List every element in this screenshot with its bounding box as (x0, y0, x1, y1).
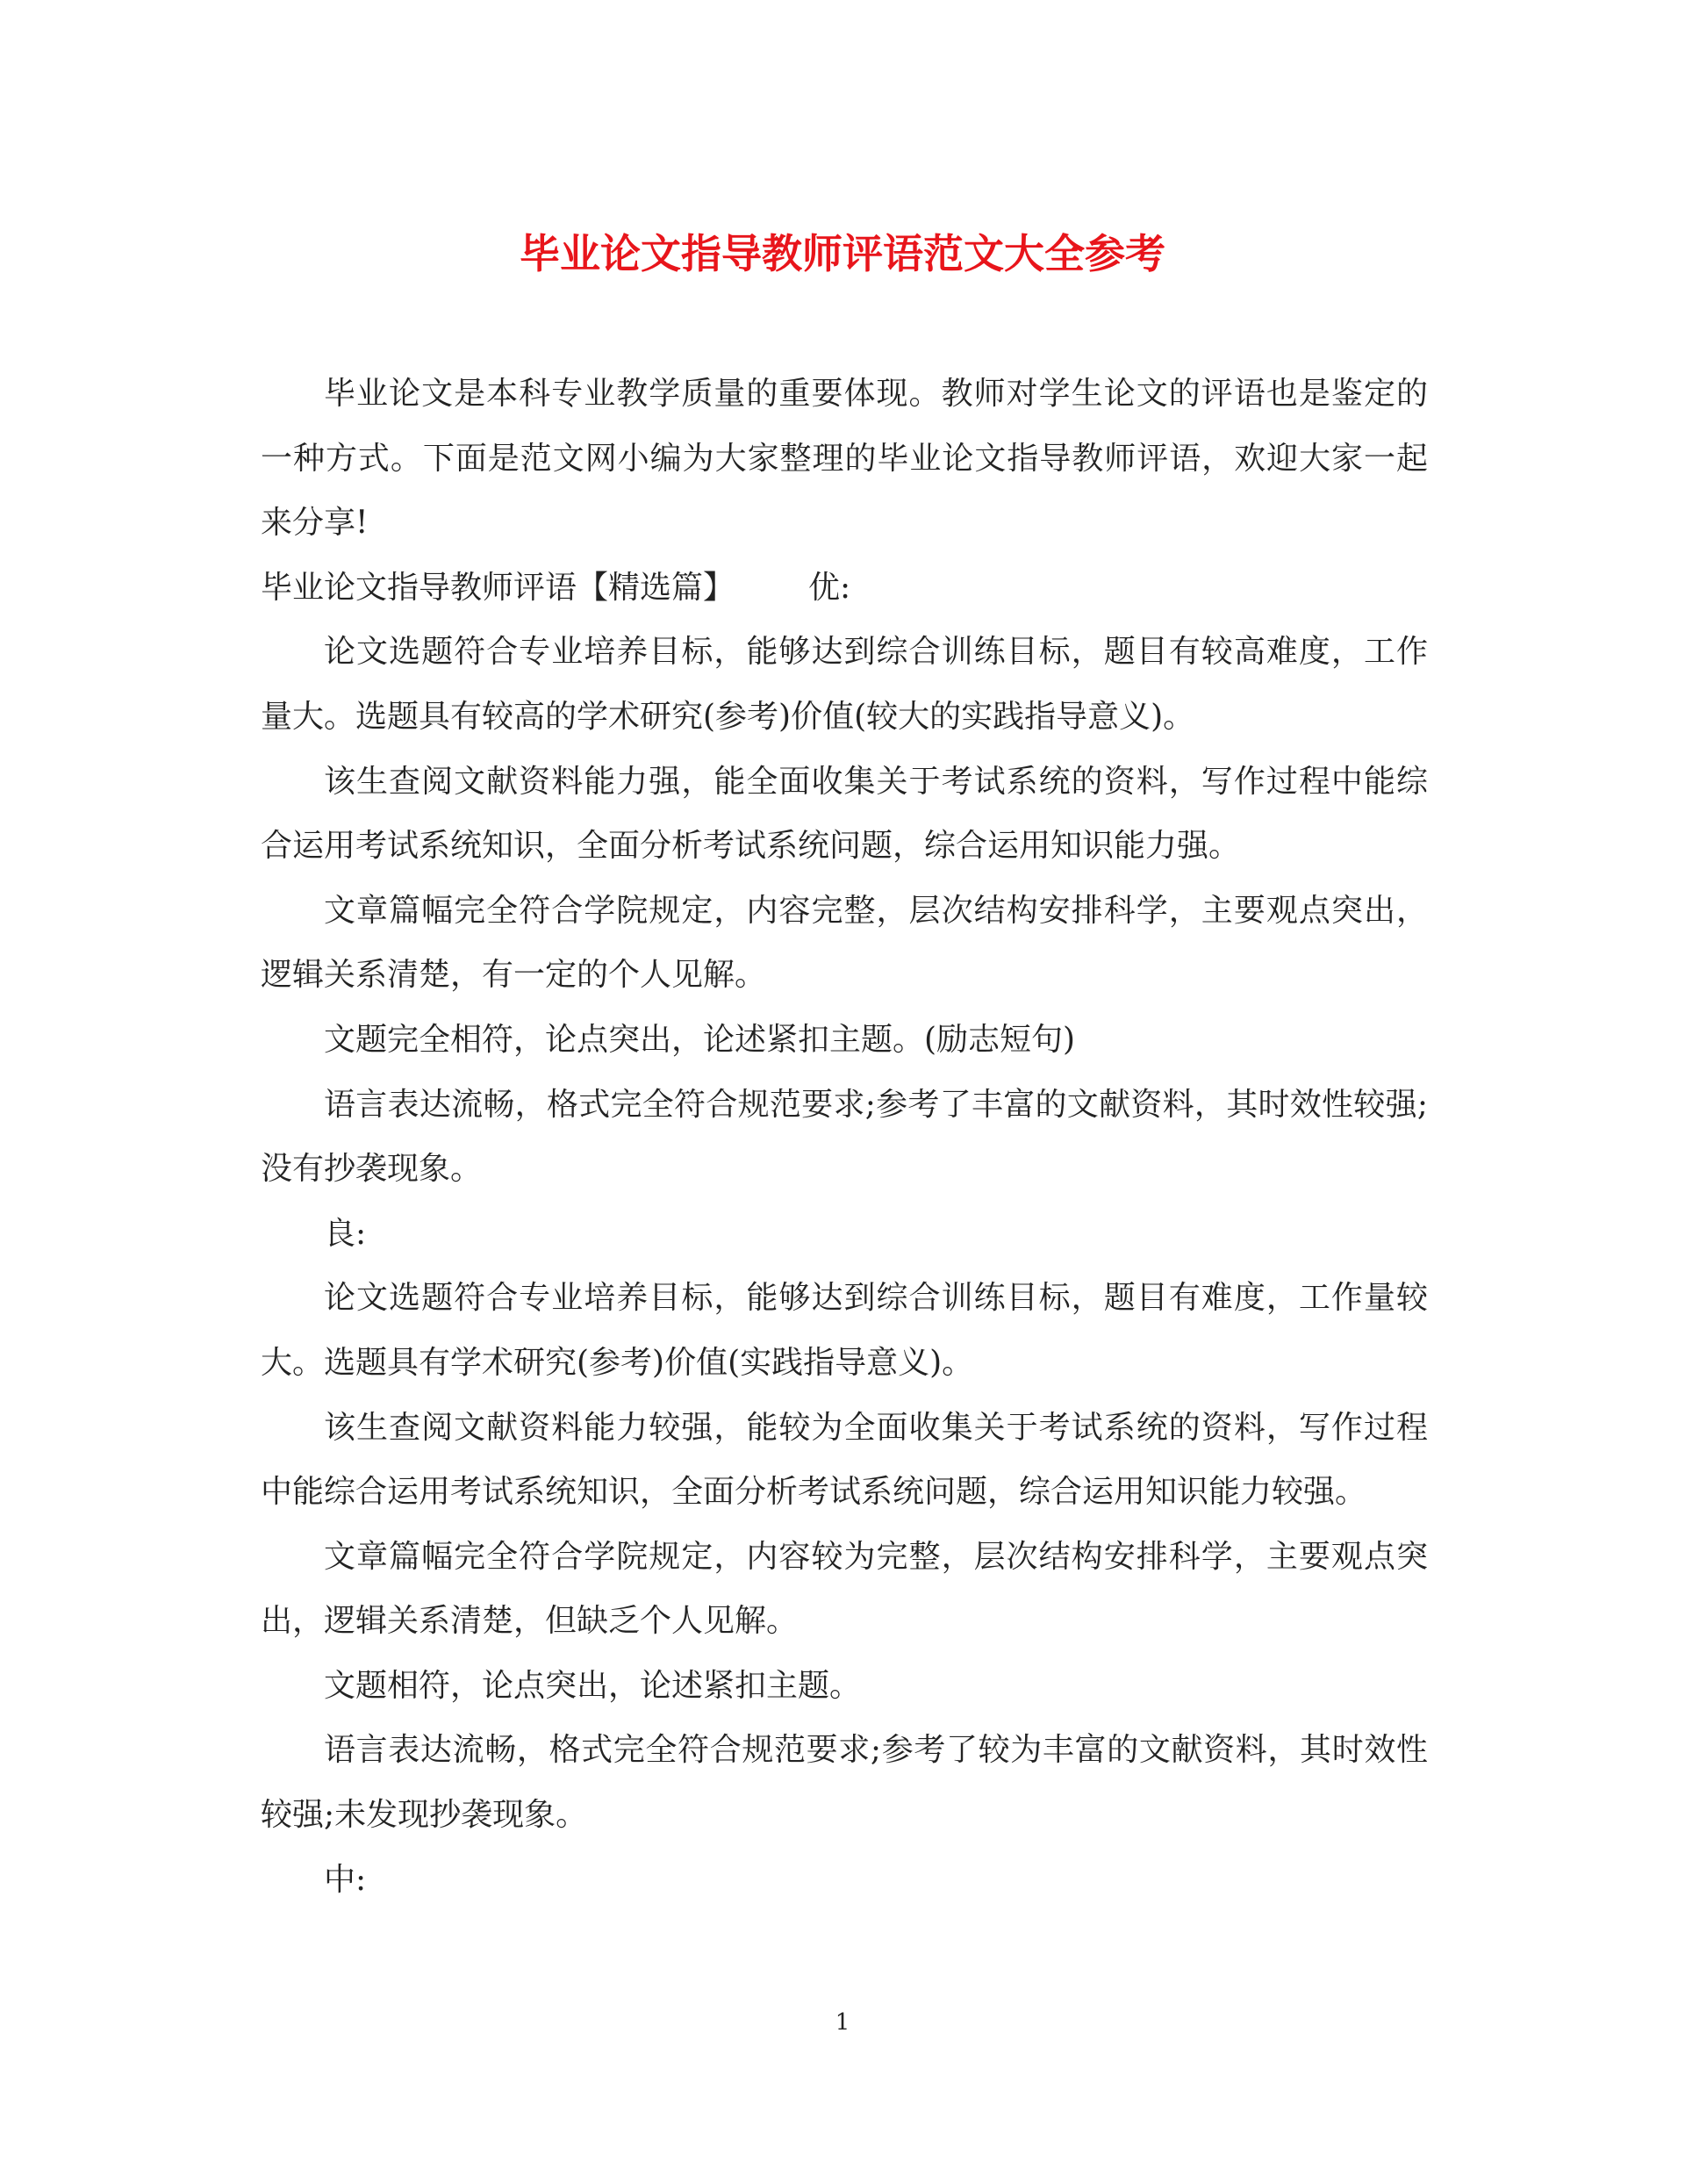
grade-excellent-label: 优: (808, 569, 851, 606)
document-title: 毕业论文指导教师评语范文大全参考 (520, 230, 1165, 277)
intro-paragraph: 毕业论文是本科专业教学质量的重要体现。教师对学生论文的评语也是鉴定的一种方式。下面是范文网小编为大家整理的毕业论文指导教师评语，欢迎大家一起来分享! (261, 376, 1428, 542)
excellent-paragraph: 文题完全相符，论点突出，论述紧扣主题。(励志短句) (324, 1021, 1076, 1058)
good-paragraph: 论文选题符合专业培养目标，能够达到综合训练目标，题目有难度，工作量较大。选题具有学术研究(参考)价值(实践指导意义)。 (261, 1280, 1428, 1381)
document-body (261, 362, 1428, 1912)
excellent-paragraph: 语言表达流畅，格式完全符合规范要求;参考了丰富的文献资料，其时效性较强;没有抄袭现象。 (261, 1086, 1428, 1188)
section-heading: 毕业论文指导教师评语【精选篇】 (261, 569, 735, 606)
excellent-paragraph: 文章篇幅完全符合学院规定，内容完整，层次结构安排科学，主要观点突出，逻辑关系清楚，有一定的个人见解。 (261, 892, 1428, 994)
excellent-paragraph: 该生查阅文献资料能力强，能全面收集关于考试系统的资料，写作过程中能综合运用考试系统知识，全面分析考试系统问题，综合运用知识能力强。 (261, 763, 1428, 865)
good-paragraph: 文题相符，论点突出，论述紧扣主题。 (324, 1667, 862, 1704)
page-number: 1 (835, 2009, 850, 2036)
good-paragraph: 该生查阅文献资料能力较强，能较为全面收集关于考试系统的资料，写作过程中能综合运用考试系统知识，全面分析考试系统问题，综合运用知识能力较强。 (261, 1409, 1428, 1511)
good-paragraph: 文章篇幅完全符合学院规定，内容较为完整，层次结构安排科学，主要观点突出，逻辑关系清楚，但缺乏个人见解。 (261, 1538, 1428, 1640)
good-paragraph: 语言表达流畅，格式完全符合规范要求;参考了较为丰富的文献资料，其时效性较强;未发现抄袭现象。 (261, 1732, 1428, 1834)
grade-medium-label: 中: (324, 1861, 367, 1898)
grade-good-label: 良: (324, 1215, 367, 1252)
section-heading-line (261, 556, 1428, 621)
excellent-paragraph: 论文选题符合专业培养目标，能够达到综合训练目标，题目有较高难度，工作量大。选题具有较高的学术研究(参考)价值(较大的实践指导意义)。 (261, 634, 1428, 735)
